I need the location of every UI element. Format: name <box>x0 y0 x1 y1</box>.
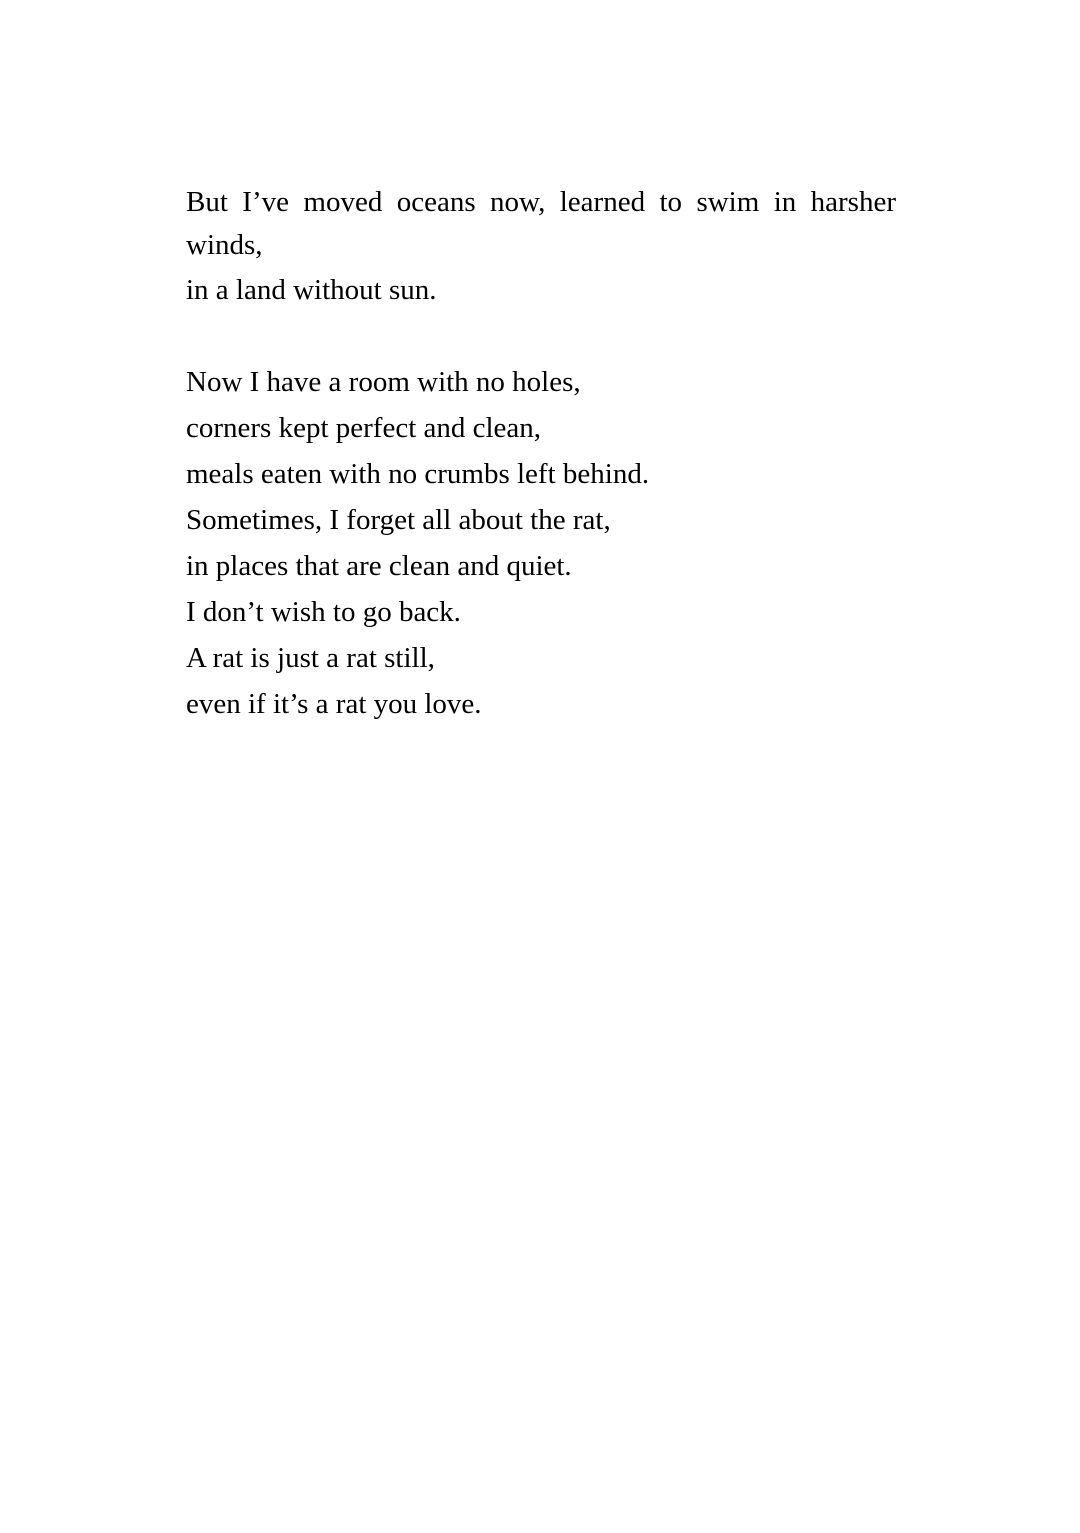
poem-line: I don’t wish to go back. <box>186 596 461 628</box>
poem-line: Now I have a room with no holes, <box>186 366 581 398</box>
poem-line: Sometimes, I forget all about the rat, <box>186 504 611 536</box>
poem-line: even if it’s a rat you love. <box>186 688 482 720</box>
poem-line: But I’ve moved oceans now, learned to swim in harsher <box>186 186 896 218</box>
stanza-2 <box>186 359 896 727</box>
poem-line: in a land without sun. <box>186 274 437 306</box>
poem-line: meals eaten with no crumbs left behind. <box>186 458 650 490</box>
stanza-1 <box>186 181 896 313</box>
poem-line: winds, <box>186 229 263 261</box>
poem-line: corners kept perfect and clean, <box>186 412 542 444</box>
poem-line: A rat is just a rat still, <box>186 642 435 674</box>
poem-body <box>186 181 896 727</box>
poem-line: in places that are clean and quiet. <box>186 550 572 582</box>
